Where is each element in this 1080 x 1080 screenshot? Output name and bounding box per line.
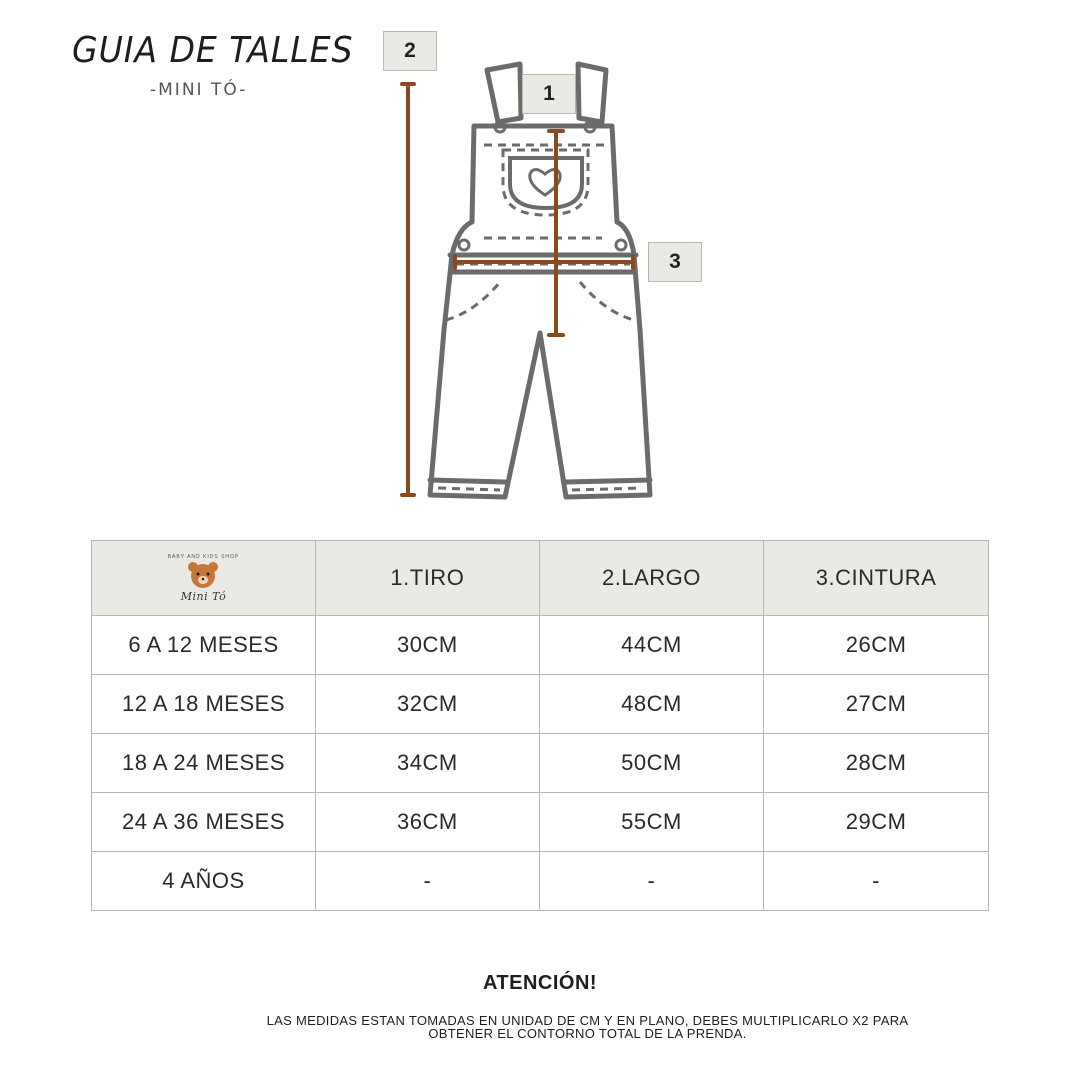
size-table: [91, 540, 989, 911]
size-label: 4 AÑOS: [92, 852, 316, 911]
header-cintura: 3.CINTURA: [764, 541, 989, 616]
size-label: 12 A 18 MESES: [92, 675, 316, 734]
brand-subtitle: -MINI TÓ-: [150, 80, 248, 100]
tiro-value: -: [315, 852, 539, 911]
tiro-value: 36CM: [315, 793, 539, 852]
header-tiro: 1.TIRO: [315, 541, 539, 616]
marker-cintura: 3: [648, 242, 702, 282]
page-title: GUIA DE TALLES: [72, 30, 354, 71]
brand-logo: [93, 554, 314, 603]
size-label: 18 A 24 MESES: [92, 734, 316, 793]
tiro-value: 30CM: [315, 616, 539, 675]
cintura-value: 28CM: [764, 734, 989, 793]
largo-value: 44CM: [539, 616, 763, 675]
header-largo: 2.LARGO: [539, 541, 763, 616]
logo-cell: [92, 541, 316, 616]
notice-line-2: OBTENER EL CONTORNO TOTAL DE LA PRENDA.: [428, 1026, 747, 1041]
cintura-value: 27CM: [764, 675, 989, 734]
table-row: [92, 852, 989, 911]
tiro-value: 32CM: [315, 675, 539, 734]
logo-tagline: BABY AND KIDS SHOP: [167, 553, 240, 560]
marker-largo: 2: [383, 31, 437, 71]
largo-value: -: [539, 852, 763, 911]
table-row: [92, 734, 989, 793]
notice-title: ATENCIÓN!: [482, 972, 598, 994]
table-row: [92, 616, 989, 675]
tiro-value: 34CM: [315, 734, 539, 793]
table-row: [92, 675, 989, 734]
table-header-row: [92, 541, 989, 616]
largo-value: 48CM: [539, 675, 763, 734]
marker-tiro: 1: [522, 74, 576, 114]
cintura-value: 29CM: [764, 793, 989, 852]
notice-text: [225, 1014, 950, 1040]
bear-icon: [186, 560, 220, 590]
largo-value: 55CM: [539, 793, 763, 852]
cintura-value: 26CM: [764, 616, 989, 675]
logo-name: Mini Tó: [180, 589, 227, 603]
size-label: 24 A 36 MESES: [92, 793, 316, 852]
table-row: [92, 793, 989, 852]
notice-line-1: LAS MEDIDAS ESTAN TOMADAS EN UNIDAD DE CM Y EN PLANO, DEBES MULTIPLICARLO X2 PARA: [266, 1013, 909, 1028]
largo-value: 50CM: [539, 734, 763, 793]
size-label: 6 A 12 MESES: [92, 616, 316, 675]
cintura-value: -: [764, 852, 989, 911]
